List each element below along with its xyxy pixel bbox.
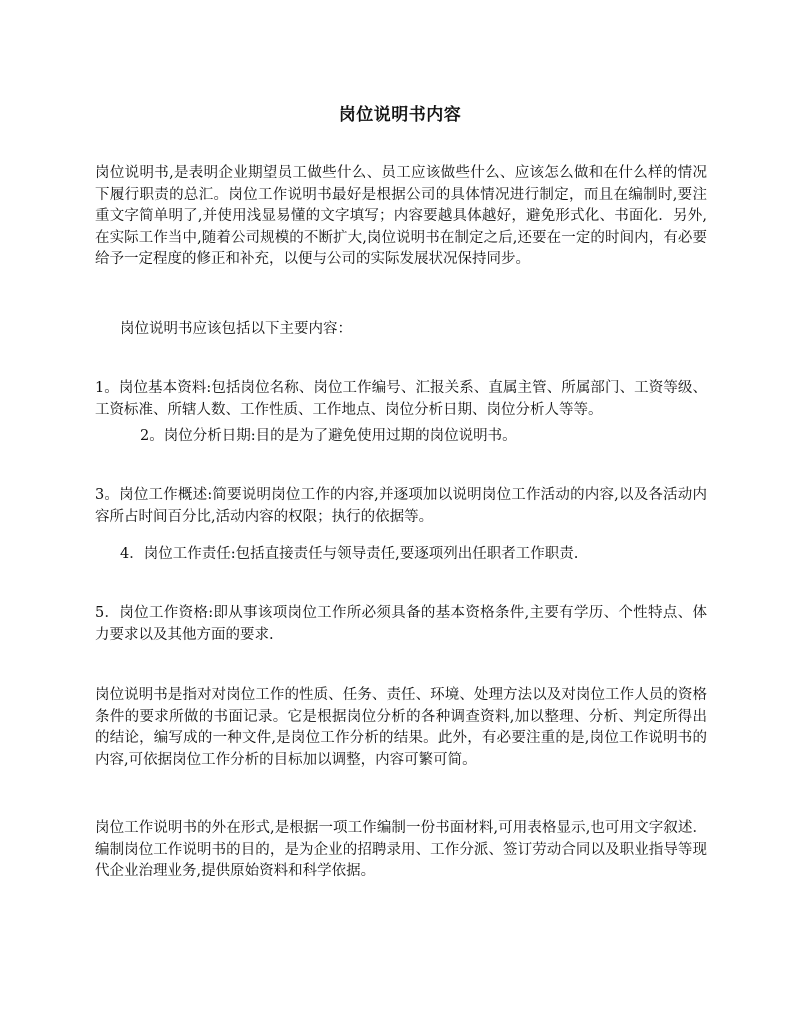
form-paragraph: 岗位工作说明书的外在形式,是根据一项工作编制一份书面材料,可用表格显示,也可用文字叙述．编制岗位工作说明书的目的，是为企业的招聘录用、工作分派、签订劳动合同以及职业指导等现代企业治理业务,提供原始资料和科学依据。 [95,820,707,879]
item-job-overview: 3。岗位工作概述:简要说明岗位工作的内容,并逐项加以说明岗位工作活动的内容,以及各活动内容所占时间百分比,活动内容的权限；执行的依据等。 [95,487,707,525]
item-job-qualification: 5．岗位工作资格:即从事该项岗位工作所必须具备的基本资格条件,主要有学历、个性特点、体力要求以及其他方面的要求. [95,605,707,643]
item-job-responsibility: 4．岗位工作责任:包括直接责任与领导责任,要逐项列出任职者工作职责. [120,546,579,562]
document-title: 岗位说明书内容 [338,105,462,125]
definition-paragraph: 岗位说明书是指对对岗位工作的性质、任务、责任、环境、处理方法以及对岗位工作人员的资格条件的要求所做的书面记录。它是根据岗位分析的各种调查资料,加以整理、分析、判定所得出的结论，编写成的一种文件,是岗位工作分析的结果。此外，有必要注重的是,岗位工作说明书的内容,可依据岗位工作分析的目标加以调整，内容可繁可简。 [95,687,707,768]
intro-paragraph: 岗位说明书,是表明企业期望员工做些什么、员工应该做些什么、应该怎么做和在什么样的情况下履行职责的总汇。岗位工作说明书最好是根据公司的具体情况进行制定，而且在编制时,要注重文字简单明了,并使用浅显易懂的文字填写；内容要越具体越好，避免形式化、书面化．另外,在实际工作当中,随着公司规模的不断扩大,岗位说明书在制定之后,还要在一定的时间内，有必要给予一定程度的修正和补充，以便与公司的实际发展状况保持同步。 [95,165,707,267]
item-basic-info: 1。岗位基本资料:包括岗位名称、岗位工作编号、汇报关系、直属主管、所属部门、工资等级、工资标准、所辖人数、工作性质、工作地点、岗位分析日期、岗位分析人等等。 [95,380,707,418]
item-analysis-date: 2。岗位分析日期:目的是为了避免使用过期的岗位说明书。 [140,428,517,444]
contents-lead-paragraph: 岗位说明书应该包括以下主要内容： [120,321,352,337]
